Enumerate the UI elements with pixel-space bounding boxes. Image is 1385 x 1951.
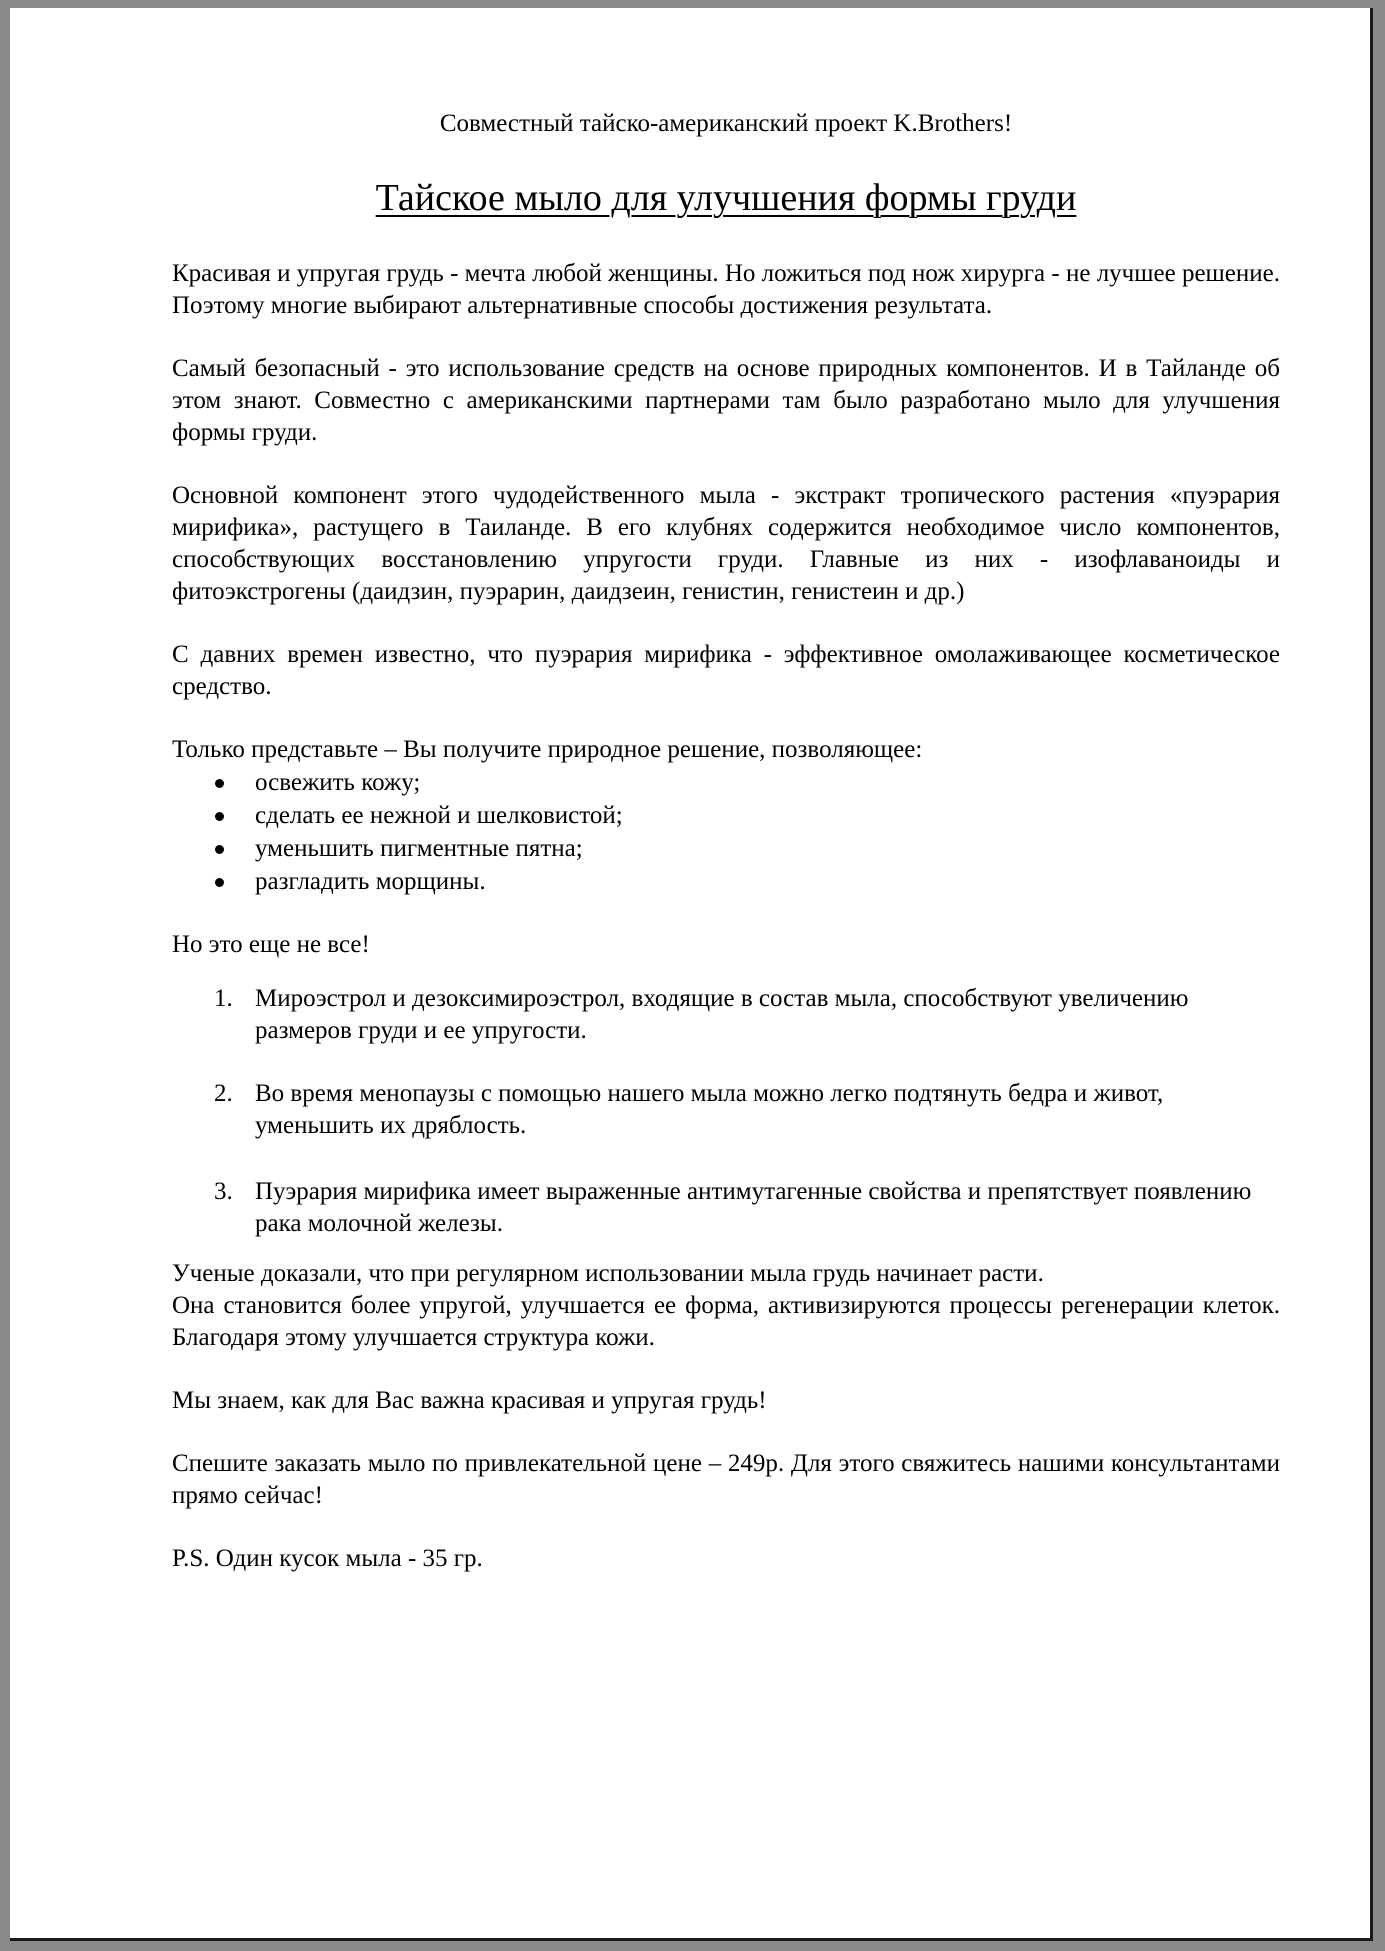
list-item-text: сделать ее нежной и шелковистой;	[255, 802, 623, 829]
list-item-text: освежить кожу;	[255, 769, 421, 796]
item-number: 3.	[214, 1178, 233, 1205]
document-subtitle: Совместный тайско-американский проект K.Brothers!	[439, 110, 1013, 137]
numbered-item-text: Мироэстрол и дезоксимироэстрол, входящие в состав мыла, способствуют увеличению размеров груди и ее упругости.	[255, 985, 1189, 1044]
paragraph-safety: Самый безопасный - это использование средств на основе природных компонентов. И в Тайланде об этом знают. Совместно с американскими партнерами там было разработано мыло для улучшения формы груди.	[172, 355, 1280, 446]
paragraph-ingredient: Основной компонент этого чудодейственного мыла - экстракт тропического растения «пуэрария мирифика», растущего в Таиланде. В его клубнях содержится необходимое число компонентов, способствующих восстановлению упругости груди. Главные из них - изофлаваноиды и фитоэкстрогены (даидзин, пуэрарин, даидзеин, генистин, генистеин и др.)	[172, 482, 1280, 605]
list-item	[172, 865, 1280, 898]
numbered-item	[172, 1176, 1280, 1240]
numbered-item-text: Во время менопаузы с помощью нашего мыла можно легко подтянуть бедра и живот, уменьшить их дряблость.	[255, 1080, 1164, 1139]
numbered-item	[172, 983, 1280, 1047]
we-know-line: Мы знаем, как для Вас важна красивая и упругая грудь!	[172, 1387, 767, 1414]
list-item	[172, 799, 1280, 832]
document-content	[172, 108, 1280, 1575]
bullets-intro: Только представьте – Вы получите природное решение, позволяющее:	[172, 736, 923, 763]
bullet-icon	[215, 812, 224, 821]
item-number: 1.	[214, 985, 233, 1012]
document-page	[10, 8, 1373, 1941]
document-title: Тайское мыло для улучшения формы груди	[375, 177, 1077, 219]
postscript: P.S. Один кусок мыла - 35 гр.	[172, 1545, 483, 1572]
numbered-item-text: Пуэрария мирифика имеет выраженные антимутагенные свойства и препятствует появлению рака молочной железы.	[255, 1178, 1252, 1237]
list-item-text: уменьшить пигментные пятна;	[255, 835, 583, 862]
bullet-icon	[215, 878, 224, 887]
numbered-list	[172, 983, 1280, 1240]
list-item	[172, 766, 1280, 799]
not-all-line: Но это еще не все!	[172, 931, 370, 958]
paragraph-intro: Красивая и упругая грудь - мечта любой женщины. Но ложиться под нож хирурга - не лучшее решение. Поэтому многие выбирают альтернативные способы достижения результата.	[172, 260, 1280, 319]
benefits-list	[172, 766, 1280, 898]
list-item	[172, 832, 1280, 865]
list-item-text: разгладить морщины.	[255, 868, 486, 895]
bullet-icon	[215, 779, 224, 788]
scientists-line-2: Она становится более упругой, улучшается ее форма, активизируются процессы регенерации клеток. Благодаря этому улучшается структура кожи.	[172, 1292, 1280, 1351]
scientists-line-1: Ученые доказали, что при регулярном использовании мыла грудь начинает расти.	[172, 1260, 1044, 1287]
order-line: Спешите заказать мыло по привлекательной цене – 249р. Для этого свяжитесь нашими консультантами прямо сейчас!	[172, 1450, 1280, 1509]
bullet-icon	[215, 845, 224, 854]
paragraph-history: С давних времен известно, что пуэрария мирифика - эффективное омолаживающее косметическое средство.	[172, 641, 1280, 700]
item-number: 2.	[214, 1080, 233, 1107]
numbered-item	[172, 1078, 1280, 1142]
